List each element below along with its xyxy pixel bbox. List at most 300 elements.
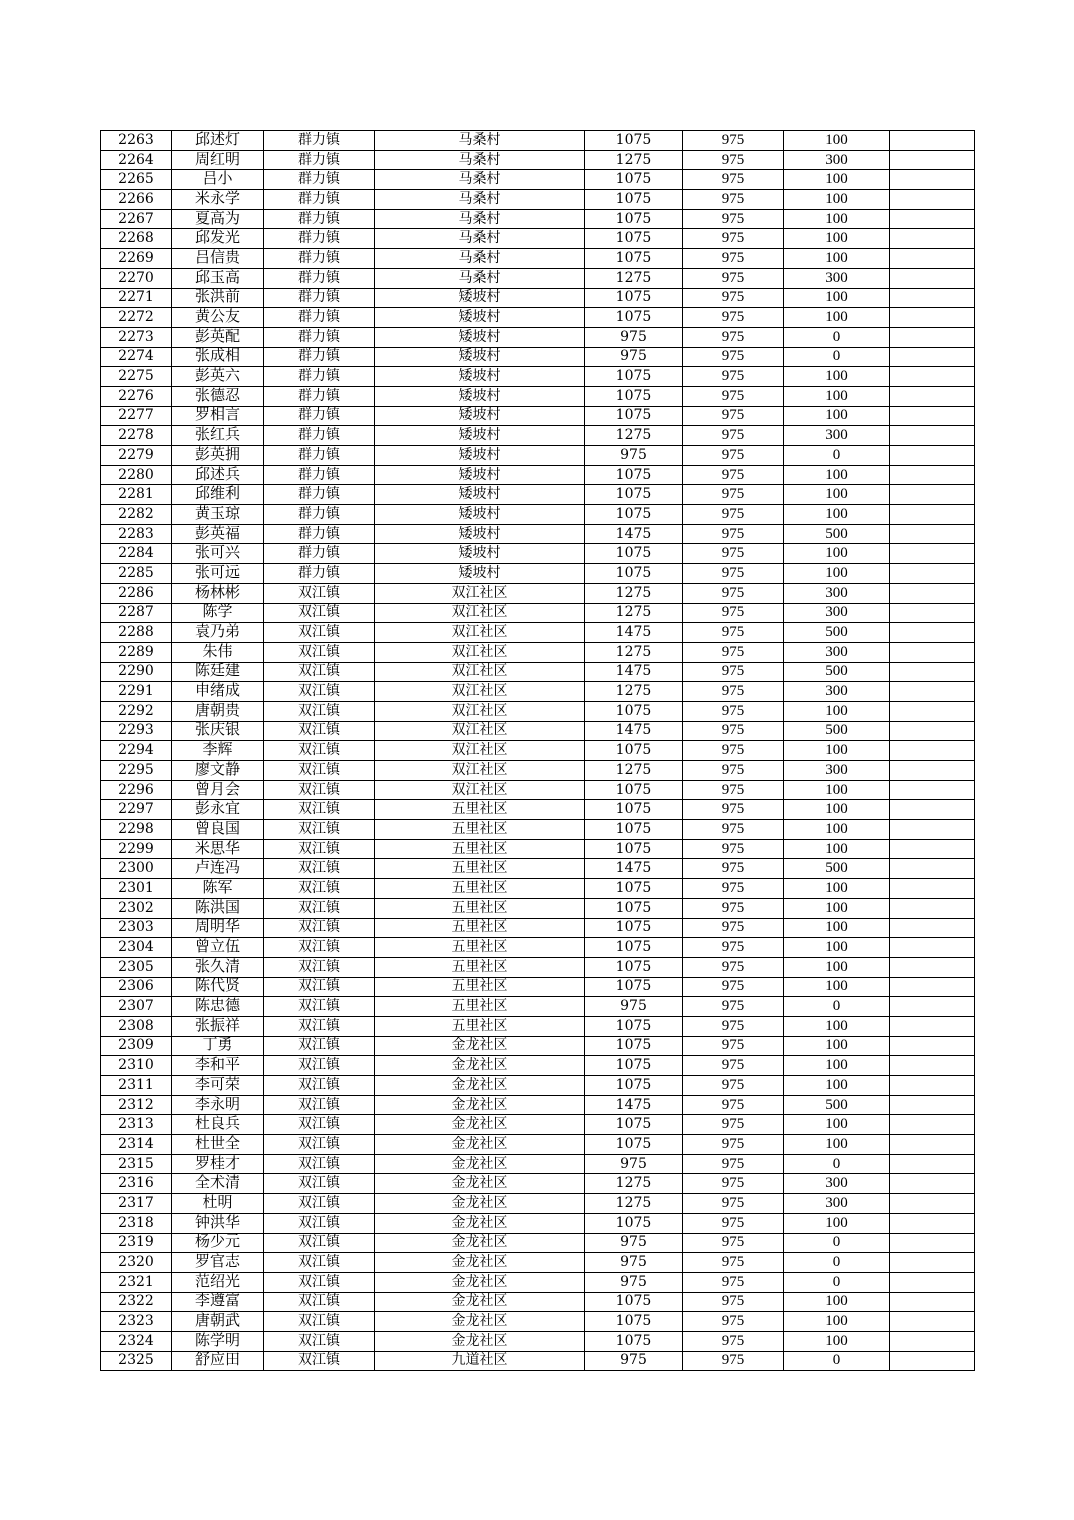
table-row [101,682,975,702]
standard-cell: 975 [683,1056,784,1076]
town-cell: 群力镇 [264,367,375,387]
amount-cell: 1075 [585,406,683,426]
standard-cell: 975 [683,977,784,997]
amount-cell: 1275 [585,426,683,446]
standard-cell: 975 [683,249,784,269]
name-cell: 杜明 [172,1194,264,1214]
town-cell: 群力镇 [264,386,375,406]
village-cell: 金龙社区 [375,1312,585,1332]
remark-cell [890,1253,975,1273]
row-number-cell: 2277 [101,406,172,426]
row-number-cell: 2303 [101,918,172,938]
row-number-cell: 2308 [101,1016,172,1036]
row-number-cell: 2278 [101,426,172,446]
row-number-cell: 2288 [101,623,172,643]
amount-cell: 1075 [585,1036,683,1056]
name-cell: 钟洪华 [172,1213,264,1233]
standard-cell: 975 [683,800,784,820]
difference-cell: 100 [784,564,890,584]
table-row [101,1272,975,1292]
difference-cell: 100 [784,406,890,426]
name-cell: 米思华 [172,839,264,859]
name-cell: 陈洪国 [172,898,264,918]
village-cell: 马桑村 [375,209,585,229]
village-cell: 金龙社区 [375,1056,585,1076]
amount-cell: 1075 [585,800,683,820]
difference-cell: 100 [784,1036,890,1056]
town-cell: 群力镇 [264,564,375,584]
village-cell: 双江社区 [375,623,585,643]
table-row [101,839,975,859]
amount-cell: 975 [585,1233,683,1253]
town-cell: 双江镇 [264,761,375,781]
table-row [101,1115,975,1135]
standard-cell: 975 [683,308,784,328]
standard-cell: 975 [683,327,784,347]
remark-cell [890,1076,975,1096]
town-cell: 双江镇 [264,1076,375,1096]
remark-cell [890,741,975,761]
row-number-cell: 2268 [101,229,172,249]
difference-cell: 300 [784,682,890,702]
difference-cell: 500 [784,524,890,544]
amount-cell: 1075 [585,1292,683,1312]
amount-cell: 1075 [585,505,683,525]
table-row [101,209,975,229]
table-row [101,406,975,426]
village-cell: 金龙社区 [375,1253,585,1273]
amount-cell: 975 [585,446,683,466]
town-cell: 双江镇 [264,741,375,761]
village-cell: 金龙社区 [375,1174,585,1194]
remark-cell [890,465,975,485]
name-cell: 曾立伍 [172,938,264,958]
difference-cell: 100 [784,465,890,485]
table-row [101,603,975,623]
amount-cell: 975 [585,1351,683,1371]
town-cell: 双江镇 [264,1135,375,1155]
remark-cell [890,505,975,525]
town-cell: 双江镇 [264,701,375,721]
row-number-cell: 2313 [101,1115,172,1135]
town-cell: 双江镇 [264,1056,375,1076]
village-cell: 金龙社区 [375,1154,585,1174]
remark-cell [890,367,975,387]
remark-cell [890,1056,975,1076]
row-number-cell: 2271 [101,288,172,308]
remark-cell [890,1292,975,1312]
difference-cell: 100 [784,1076,890,1096]
remark-cell [890,898,975,918]
remark-cell [890,603,975,623]
row-number-cell: 2274 [101,347,172,367]
row-number-cell: 2264 [101,150,172,170]
standard-cell: 975 [683,524,784,544]
amount-cell: 1275 [585,583,683,603]
row-number-cell: 2324 [101,1331,172,1351]
difference-cell: 100 [784,820,890,840]
town-cell: 双江镇 [264,859,375,879]
difference-cell: 100 [784,1312,890,1332]
standard-cell: 975 [683,288,784,308]
village-cell: 五里社区 [375,997,585,1017]
village-cell: 马桑村 [375,229,585,249]
name-cell: 张庆银 [172,721,264,741]
amount-cell: 1075 [585,465,683,485]
table-row [101,997,975,1017]
standard-cell: 975 [683,761,784,781]
standard-cell: 975 [683,603,784,623]
row-number-cell: 2321 [101,1272,172,1292]
town-cell: 双江镇 [264,800,375,820]
standard-cell: 975 [683,1312,784,1332]
difference-cell: 100 [784,505,890,525]
village-cell: 金龙社区 [375,1194,585,1214]
row-number-cell: 2320 [101,1253,172,1273]
table-row [101,623,975,643]
row-number-cell: 2325 [101,1351,172,1371]
difference-cell: 0 [784,1154,890,1174]
village-cell: 双江社区 [375,583,585,603]
amount-cell: 1075 [585,977,683,997]
row-number-cell: 2284 [101,544,172,564]
standard-cell: 975 [683,1036,784,1056]
amount-cell: 1075 [585,288,683,308]
village-cell: 矮坡村 [375,485,585,505]
amount-cell: 1075 [585,898,683,918]
difference-cell: 100 [784,131,890,151]
table-row [101,426,975,446]
row-number-cell: 2273 [101,327,172,347]
table-row [101,859,975,879]
row-number-cell: 2280 [101,465,172,485]
difference-cell: 100 [784,308,890,328]
remark-cell [890,977,975,997]
village-cell: 马桑村 [375,249,585,269]
difference-cell: 0 [784,347,890,367]
row-number-cell: 2269 [101,249,172,269]
remark-cell [890,1351,975,1371]
amount-cell: 1475 [585,623,683,643]
table-row [101,662,975,682]
remark-cell [890,1233,975,1253]
town-cell: 双江镇 [264,1272,375,1292]
village-cell: 马桑村 [375,268,585,288]
remark-cell [890,209,975,229]
name-cell: 廖文静 [172,761,264,781]
remark-cell [890,938,975,958]
remark-cell [890,150,975,170]
village-cell: 矮坡村 [375,465,585,485]
table-row [101,761,975,781]
town-cell: 双江镇 [264,1154,375,1174]
row-number-cell: 2304 [101,938,172,958]
village-cell: 矮坡村 [375,406,585,426]
name-cell: 吕信贵 [172,249,264,269]
table-row [101,800,975,820]
name-cell: 李遵富 [172,1292,264,1312]
amount-cell: 1075 [585,249,683,269]
table-row [101,465,975,485]
remark-cell [890,957,975,977]
table-row [101,1056,975,1076]
amount-cell: 1075 [585,544,683,564]
row-number-cell: 2286 [101,583,172,603]
table-row [101,1135,975,1155]
town-cell: 群力镇 [264,249,375,269]
name-cell: 杜世全 [172,1135,264,1155]
name-cell: 张可兴 [172,544,264,564]
town-cell: 群力镇 [264,406,375,426]
table-row [101,780,975,800]
difference-cell: 0 [784,327,890,347]
name-cell: 陈学 [172,603,264,623]
village-cell: 金龙社区 [375,1272,585,1292]
standard-cell: 975 [683,367,784,387]
amount-cell: 1075 [585,780,683,800]
town-cell: 群力镇 [264,524,375,544]
town-cell: 群力镇 [264,229,375,249]
town-cell: 群力镇 [264,446,375,466]
name-cell: 舒应田 [172,1351,264,1371]
name-cell: 黄玉琼 [172,505,264,525]
town-cell: 双江镇 [264,820,375,840]
row-number-cell: 2311 [101,1076,172,1096]
standard-cell: 975 [683,386,784,406]
standard-cell: 975 [683,406,784,426]
row-number-cell: 2292 [101,701,172,721]
town-cell: 双江镇 [264,1016,375,1036]
remark-cell [890,583,975,603]
amount-cell: 1075 [585,879,683,899]
village-cell: 矮坡村 [375,288,585,308]
name-cell: 彭英拥 [172,446,264,466]
amount-cell: 1075 [585,1076,683,1096]
amount-cell: 1275 [585,642,683,662]
standard-cell: 975 [683,485,784,505]
amount-cell: 975 [585,1272,683,1292]
table-row [101,977,975,997]
name-cell: 彭英配 [172,327,264,347]
difference-cell: 500 [784,623,890,643]
difference-cell: 300 [784,1194,890,1214]
town-cell: 双江镇 [264,1233,375,1253]
table-row [101,386,975,406]
village-cell: 双江社区 [375,642,585,662]
town-cell: 群力镇 [264,190,375,210]
table-row [101,1036,975,1056]
table-row [101,879,975,899]
standard-cell: 975 [683,623,784,643]
standard-cell: 975 [683,150,784,170]
remark-cell [890,1135,975,1155]
town-cell: 双江镇 [264,682,375,702]
town-cell: 双江镇 [264,1312,375,1332]
standard-cell: 975 [683,879,784,899]
village-cell: 双江社区 [375,761,585,781]
difference-cell: 100 [784,701,890,721]
amount-cell: 1075 [585,839,683,859]
remark-cell [890,426,975,446]
name-cell: 全术清 [172,1174,264,1194]
difference-cell: 500 [784,859,890,879]
row-number-cell: 2322 [101,1292,172,1312]
table-row [101,288,975,308]
town-cell: 群力镇 [264,544,375,564]
name-cell: 陈代贤 [172,977,264,997]
row-number-cell: 2272 [101,308,172,328]
village-cell: 金龙社区 [375,1036,585,1056]
standard-cell: 975 [683,426,784,446]
row-number-cell: 2275 [101,367,172,387]
difference-cell: 100 [784,288,890,308]
difference-cell: 300 [784,761,890,781]
village-cell: 九道社区 [375,1351,585,1371]
row-number-cell: 2307 [101,997,172,1017]
town-cell: 群力镇 [264,288,375,308]
row-number-cell: 2282 [101,505,172,525]
name-cell: 陈忠德 [172,997,264,1017]
standard-cell: 975 [683,1115,784,1135]
table-row [101,131,975,151]
amount-cell: 975 [585,347,683,367]
row-number-cell: 2323 [101,1312,172,1332]
name-cell: 米永学 [172,190,264,210]
name-cell: 曾月会 [172,780,264,800]
table-row [101,1233,975,1253]
difference-cell: 100 [784,839,890,859]
table-row [101,190,975,210]
standard-cell: 975 [683,721,784,741]
town-cell: 群力镇 [264,170,375,190]
difference-cell: 0 [784,446,890,466]
name-cell: 张可远 [172,564,264,584]
town-cell: 双江镇 [264,918,375,938]
row-number-cell: 2285 [101,564,172,584]
table-row [101,485,975,505]
difference-cell: 500 [784,1095,890,1115]
standard-cell: 975 [683,229,784,249]
amount-cell: 975 [585,327,683,347]
town-cell: 双江镇 [264,603,375,623]
amount-cell: 1075 [585,190,683,210]
amount-cell: 1275 [585,268,683,288]
name-cell: 张红兵 [172,426,264,446]
village-cell: 双江社区 [375,780,585,800]
town-cell: 双江镇 [264,1095,375,1115]
row-number-cell: 2298 [101,820,172,840]
table-row [101,820,975,840]
difference-cell: 100 [784,957,890,977]
standard-cell: 975 [683,170,784,190]
table-row [101,898,975,918]
difference-cell: 100 [784,544,890,564]
town-cell: 双江镇 [264,1351,375,1371]
amount-cell: 1475 [585,721,683,741]
row-number-cell: 2302 [101,898,172,918]
row-number-cell: 2295 [101,761,172,781]
row-number-cell: 2316 [101,1174,172,1194]
difference-cell: 100 [784,1056,890,1076]
village-cell: 双江社区 [375,682,585,702]
name-cell: 周红明 [172,150,264,170]
amount-cell: 1075 [585,1213,683,1233]
difference-cell: 100 [784,485,890,505]
table-row [101,1016,975,1036]
difference-cell: 100 [784,1016,890,1036]
difference-cell: 300 [784,426,890,446]
standard-cell: 975 [683,701,784,721]
table-row [101,583,975,603]
amount-cell: 1075 [585,209,683,229]
amount-cell: 1275 [585,761,683,781]
data-table [100,130,975,1371]
difference-cell: 100 [784,1115,890,1135]
town-cell: 双江镇 [264,642,375,662]
town-cell: 双江镇 [264,879,375,899]
table-row [101,721,975,741]
table-row [101,150,975,170]
standard-cell: 975 [683,1253,784,1273]
remark-cell [890,288,975,308]
remark-cell [890,249,975,269]
difference-cell: 100 [784,918,890,938]
table-row [101,1253,975,1273]
amount-cell: 975 [585,1253,683,1273]
town-cell: 群力镇 [264,485,375,505]
table-row [101,564,975,584]
village-cell: 马桑村 [375,150,585,170]
standard-cell: 975 [683,1233,784,1253]
difference-cell: 100 [784,209,890,229]
row-number-cell: 2266 [101,190,172,210]
difference-cell: 100 [784,879,890,899]
remark-cell [890,800,975,820]
difference-cell: 100 [784,800,890,820]
remark-cell [890,268,975,288]
standard-cell: 975 [683,898,784,918]
standard-cell: 975 [683,682,784,702]
difference-cell: 100 [784,1292,890,1312]
remark-cell [890,682,975,702]
name-cell: 邱述兵 [172,465,264,485]
table-row [101,229,975,249]
village-cell: 五里社区 [375,820,585,840]
name-cell: 罗官志 [172,1253,264,1273]
table-row [101,938,975,958]
remark-cell [890,446,975,466]
town-cell: 双江镇 [264,1194,375,1214]
remark-cell [890,1095,975,1115]
standard-cell: 975 [683,209,784,229]
amount-cell: 1075 [585,229,683,249]
name-cell: 罗相言 [172,406,264,426]
standard-cell: 975 [683,780,784,800]
standard-cell: 975 [683,446,784,466]
standard-cell: 975 [683,268,784,288]
village-cell: 金龙社区 [375,1213,585,1233]
difference-cell: 100 [784,1135,890,1155]
remark-cell [890,879,975,899]
village-cell: 矮坡村 [375,308,585,328]
town-cell: 群力镇 [264,465,375,485]
standard-cell: 975 [683,564,784,584]
remark-cell [890,524,975,544]
village-cell: 矮坡村 [375,564,585,584]
remark-cell [890,1036,975,1056]
remark-cell [890,1194,975,1214]
amount-cell: 1075 [585,131,683,151]
